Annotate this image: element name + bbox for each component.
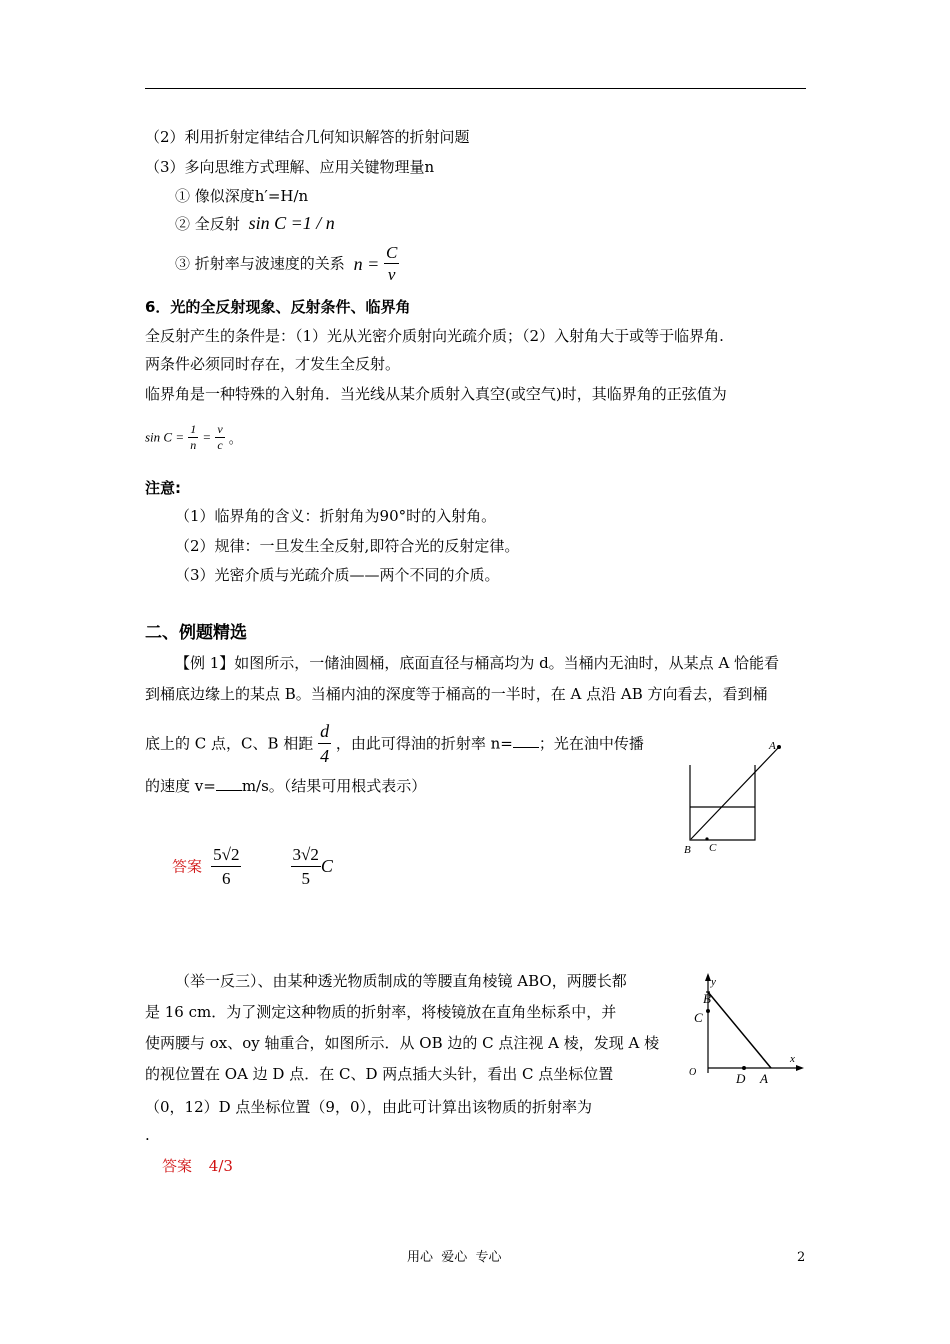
section-heading-total-reflection: 6．光的全反射现象、反射条件、临界角 [145, 298, 411, 316]
page-number: 2 [797, 1250, 806, 1265]
label-y: y [711, 976, 716, 988]
label-c: C [694, 1010, 703, 1025]
note-item: （2）规律：一旦发生全反射,即符合光的反射定律。 [175, 537, 520, 555]
text-segment: 底上的 C 点，C、B 相距 [145, 734, 314, 753]
answer-tail: C [320, 856, 333, 876]
text-segment: 的速度 v= [145, 777, 216, 795]
list-item-2: （2）利用折射定律结合几何知识解答的折射问题 [145, 128, 470, 146]
section-heading-examples: 二、例题精选 [145, 623, 247, 643]
example-2-line: （举一反三）、由某种透光物质制成的等腰直角棱镜 ABO，两腰长都 [175, 972, 627, 990]
answer-label: 答案 [162, 1157, 193, 1175]
note-item: （3）光密介质与光疏介质——两个不同的介质。 [175, 566, 500, 584]
sub-item-wave-speed [175, 242, 399, 292]
text-segment: m/s。（结果可用根式表示） [241, 777, 427, 795]
header-rule [145, 88, 806, 89]
note-item: （1）临界角的含义：折射角为90°时的入射角。 [175, 507, 497, 525]
answer-value: 4/3 [208, 1157, 233, 1175]
fraction-numerator: 3√2 [291, 843, 321, 867]
fraction-denominator: c [217, 438, 223, 452]
fraction-numerator: C [386, 243, 398, 262]
text-segment: ；光在油中传播 [538, 734, 644, 753]
point-a-marker [777, 745, 781, 749]
answer-fraction-2 [291, 843, 321, 890]
point-c-marker [706, 1009, 710, 1013]
label-c: C [709, 842, 717, 854]
answer-blank [216, 776, 242, 791]
fraction-numerator: v [217, 422, 223, 436]
fraction-numerator: 5√2 [211, 843, 241, 867]
sub-item-label: ③ 折射率与波速度的关系 [175, 254, 345, 273]
example-2-line: . [145, 1126, 150, 1144]
answer-label: 答案 [172, 857, 203, 876]
barrel-outline [690, 765, 755, 840]
sub-item-depth: ① 像似深度h′=H/n [175, 187, 309, 205]
sight-line [691, 747, 779, 839]
sub-item-total-reflection [175, 213, 335, 234]
fraction-numerator: 1 [190, 422, 197, 436]
equals-sign: = [202, 429, 212, 445]
sub-item-label: ② 全反射 [175, 215, 240, 233]
formula-fraction-1 [188, 422, 198, 453]
label-a: A [760, 1071, 768, 1086]
paragraph-line: 两条件必须同时存在，才发生全反射。 [145, 355, 401, 373]
distance-fraction [318, 719, 331, 768]
fraction-denominator: 4 [320, 746, 330, 766]
formula-end: 。 [228, 432, 242, 447]
example-1-line: 到桶底边缘上的某点 B。当桶内油的深度等于桶高的一半时，在 A 点沿 AB 方向看去，看到桶 [145, 685, 768, 703]
formula-lhs: n = [353, 253, 380, 274]
example-2-line: 的视位置在 OA 边 D 点．在 C、D 两点插大头针，看出 C 点坐标位置 [145, 1065, 614, 1083]
formula-lhs: sin C = [145, 429, 185, 445]
prism-hypotenuse [708, 992, 771, 1068]
example-2-answer [162, 1156, 233, 1176]
critical-angle-formula [145, 422, 242, 462]
label-a: A [769, 740, 776, 752]
formula-fraction [384, 242, 399, 285]
answer-blank [513, 733, 539, 748]
label-x: x [790, 1053, 795, 1065]
paragraph-line: 全反射产生的条件是：（1）光从光密介质射向光疏介质；（2）入射角大于或等于临界角. [145, 327, 724, 345]
prism-figure [680, 965, 810, 1090]
example-2-line: （0，12）D 点坐标位置（9，0），由此可计算出该物质的折射率为 [145, 1098, 593, 1116]
label-d: D [736, 1071, 746, 1086]
example-1-line: 【例 1】如图所示，一储油圆桶，底面直径与桶高均为 d。当桶内无油时，从某点 A 恰能看 [175, 654, 780, 672]
note-heading: 注意: [145, 479, 181, 497]
list-item-3: （3）多向思维方式理解、应用关键物理量n [145, 158, 435, 176]
paragraph-line: 临界角是一种特殊的入射角．当光线从某介质射入真空(或空气)时，其临界角的正弦值为 [145, 385, 727, 403]
label-b: B [684, 844, 691, 856]
example-2-line: 是 16 cm．为了测定这种物质的折射率，将棱镜放在直角坐标系中，并 [145, 1003, 617, 1021]
label-b: B [703, 991, 711, 1006]
fraction-denominator: 6 [222, 869, 231, 888]
text-segment: ，由此可得油的折射率 n= [335, 734, 513, 753]
x-axis-arrow [796, 1065, 804, 1071]
fraction-denominator: 5 [301, 869, 310, 888]
example-2-line: 使两腰与 ox、oy 轴重合，如图所示．从 OB 边的 C 点注视 A 棱，发现 A 棱 [145, 1034, 660, 1052]
fraction-denominator: n [190, 438, 197, 452]
point-c-marker [705, 837, 708, 840]
fraction-numerator: d [318, 719, 331, 744]
example-1-line [145, 776, 426, 796]
oil-barrel-figure [680, 735, 810, 860]
example-1-answer [172, 843, 333, 901]
label-o: O [689, 1067, 697, 1078]
total-reflection-formula: sin C =1 / n [248, 213, 335, 233]
answer-fraction-1 [211, 843, 241, 890]
formula-fraction-2 [215, 422, 224, 453]
footer-text: 用心 爱心 专心 [407, 1250, 502, 1265]
example-1-line [145, 719, 644, 775]
point-d-marker [742, 1066, 746, 1070]
fraction-denominator: v [387, 265, 396, 284]
